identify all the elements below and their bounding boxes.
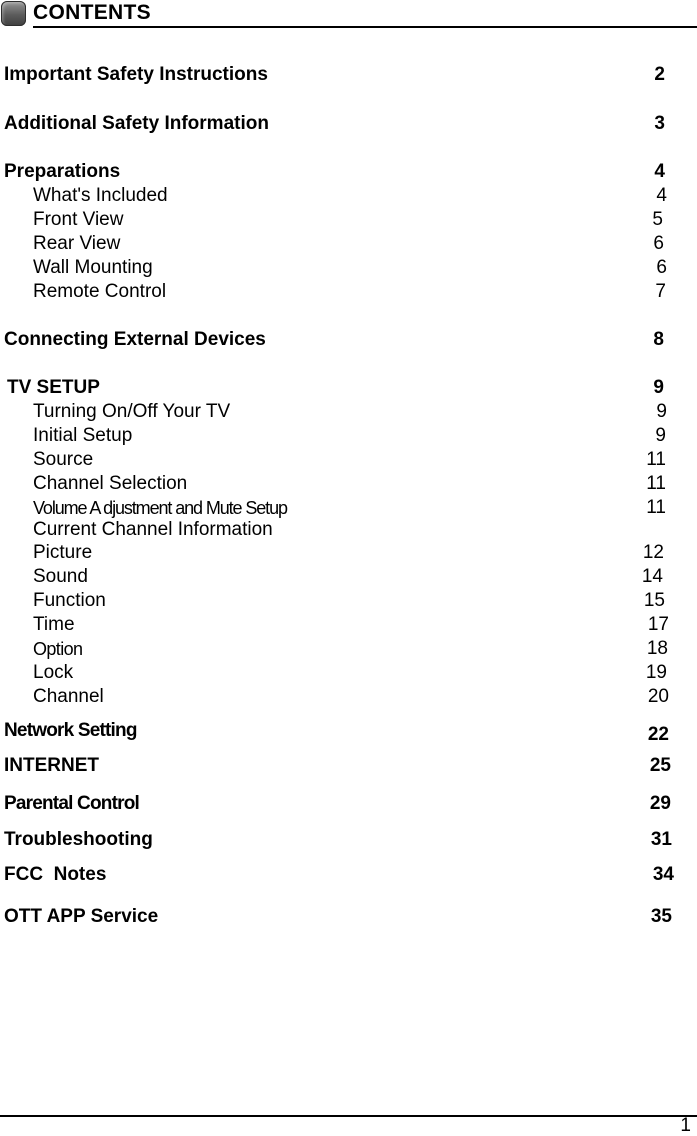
toc-entry-title: TV SETUP: [7, 377, 100, 398]
toc-entry-source[interactable]: [0, 450, 697, 474]
toc-entry-channel[interactable]: [0, 687, 697, 711]
toc-entry-title: Current Channel Information: [33, 519, 273, 540]
toc-entry-picture[interactable]: [0, 543, 697, 567]
toc-entry-page: 22: [647, 724, 669, 745]
toc-entry-title: Volume A djustment and Mute Setup: [33, 498, 287, 518]
toc-entry-page: 35: [650, 906, 672, 927]
header-rule: [33, 26, 697, 28]
toc-entry-title: Preparations: [4, 161, 121, 182]
toc-entry-title: Connecting External Devices: [4, 329, 266, 350]
toc-entry-parental-control[interactable]: [0, 794, 697, 818]
toc-entry-title: Remote Control: [33, 281, 167, 302]
toc-entry-title: Picture: [33, 542, 93, 563]
toc-entry-turning-on-off-your-tv[interactable]: [0, 402, 697, 426]
toc-entry-page: 15: [643, 590, 665, 611]
toc-entry-page: 11: [646, 473, 666, 494]
toc-entry-page: 9: [655, 425, 666, 446]
toc-entry-rear-view[interactable]: [0, 234, 697, 258]
toc-entry-title: Source: [33, 449, 94, 470]
toc-entry-function[interactable]: [0, 591, 697, 615]
toc-entry-page: 6: [653, 233, 664, 254]
toc-entry-current-channel-information[interactable]: [0, 520, 697, 544]
toc-entry-title: Important Safety Instructions: [4, 64, 268, 85]
toc-entry-page: 3: [654, 113, 665, 134]
toc-entry-wall-mounting[interactable]: [0, 258, 697, 282]
toc-entry-title: What's Included: [33, 185, 168, 206]
toc-entry-remote-control[interactable]: [0, 282, 697, 306]
toc-entry-option[interactable]: [0, 639, 697, 663]
contents-header: [0, 0, 697, 30]
toc-entry-important-safety-instructions[interactable]: [0, 65, 697, 89]
toc-entry-title: Network Setting: [4, 720, 137, 741]
toc-entry-page: 7: [655, 281, 666, 302]
toc-entry-sound[interactable]: [0, 567, 697, 591]
toc-entry-page: 11: [646, 497, 666, 518]
toc-entry-title: Option: [33, 639, 83, 659]
toc-entry-front-view[interactable]: [0, 210, 697, 234]
toc-entry-connecting-external-devices[interactable]: [0, 330, 697, 354]
rounded-square-bullet-icon: [1, 1, 26, 26]
toc-entry-page: 31: [650, 829, 672, 850]
page-title: CONTENTS: [33, 1, 151, 24]
toc-entry-title: Wall Mounting: [33, 257, 153, 278]
toc-entry-internet[interactable]: [0, 756, 697, 780]
toc-entry-title: Troubleshooting: [4, 829, 153, 850]
toc-entry-whats-included[interactable]: [0, 186, 697, 210]
toc-entry-page: 14: [641, 566, 663, 587]
toc-entry-page: 4: [654, 161, 665, 182]
toc-entry-page: 4: [656, 185, 667, 206]
toc-entry-title: OTT APP Service: [4, 906, 159, 927]
toc-entry-page: 8: [653, 329, 664, 350]
toc-entry-time[interactable]: [0, 615, 697, 639]
toc-entry-page: 25: [649, 755, 671, 776]
toc-entry-additional-safety-information[interactable]: [0, 114, 697, 138]
toc-entry-initial-setup[interactable]: [0, 426, 697, 450]
toc-entry-channel-selection[interactable]: [0, 474, 697, 498]
toc-entry-tv-setup[interactable]: [0, 378, 697, 402]
footer-rule: [0, 1115, 697, 1117]
toc-entry-title: Sound: [33, 566, 88, 587]
toc-entry-title: FCC Notes: [4, 864, 107, 885]
toc-entry-title: Channel Selection: [33, 473, 188, 494]
toc-entry-page: 12: [642, 542, 664, 563]
toc-entry-page: 34: [652, 864, 674, 885]
toc-entry-page: 5: [652, 209, 663, 230]
toc-entry-page: 9: [656, 401, 667, 422]
toc-entry-page: 9: [653, 377, 664, 398]
toc-entry-title: Function: [33, 590, 106, 611]
toc-entry-title: Front View: [33, 209, 124, 230]
toc-entry-troubleshooting[interactable]: [0, 830, 697, 854]
toc-entry-page: 19: [645, 662, 667, 683]
toc-entry-title: Turning On/Off Your TV: [33, 401, 231, 422]
toc-entry-ott-app-service[interactable]: [0, 907, 697, 931]
toc-entry-page: 2: [654, 64, 665, 85]
toc-entry-title: Initial Setup: [33, 425, 133, 446]
toc-entry-page: 6: [656, 257, 667, 278]
toc-entry-title: INTERNET: [4, 755, 99, 776]
toc-entry-page: 18: [646, 638, 668, 659]
toc-entry-page: 29: [649, 793, 671, 814]
toc-entry-title: Rear View: [33, 233, 121, 254]
toc-entry-fcc-notes[interactable]: [0, 865, 697, 889]
toc-entry-page: 17: [647, 614, 669, 635]
toc-entry-title: Parental Control: [4, 793, 139, 814]
toc-entry-preparations[interactable]: [0, 162, 697, 186]
toc-entry-network-setting[interactable]: [0, 721, 697, 745]
toc-entry-title: Time: [33, 614, 75, 635]
toc-entry-title: Lock: [33, 662, 74, 683]
toc-entry-title: Channel: [33, 686, 104, 707]
toc-entry-page: 11: [646, 449, 666, 470]
toc-entry-lock[interactable]: [0, 663, 697, 687]
toc-entry-title: Additional Safety Information: [4, 113, 269, 134]
toc-entry-page: 20: [647, 686, 669, 707]
page-number: 1: [680, 1115, 691, 1136]
